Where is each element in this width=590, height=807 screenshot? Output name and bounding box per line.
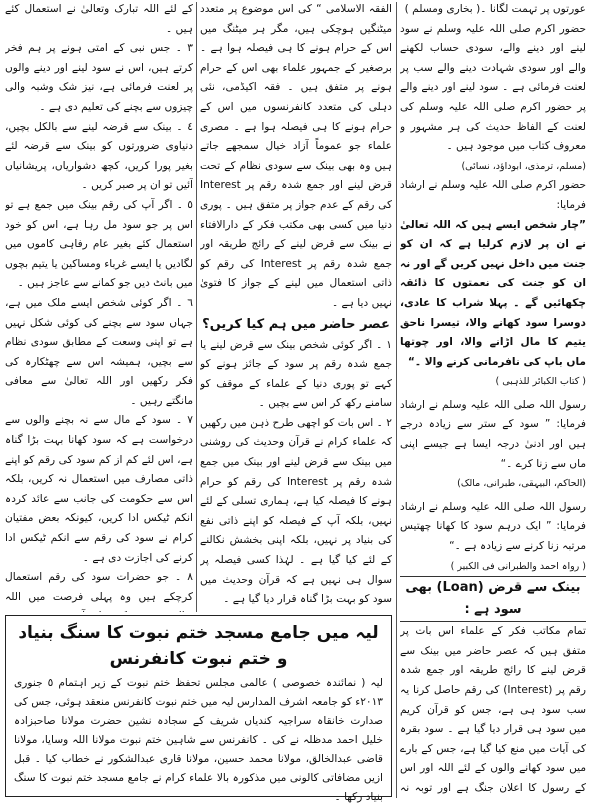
paragraph: ٢ ۔ اس بات کو اچھی طرح ذہن میں رکھیں کہ علماء کرام نے قرآن وحدیث کی روشنی میں بینک سے قرض لینے اور بینک میں جمع شدہ رقم پر Interest کی رقم کو حرام ہونے کا فیصلہ کیا ہے، ہماری تسلی کے لئے نہیں، بلکہ آپ کے فیصلہ کو اپنے ذاتی نفع کی بنیاد پر نہیں، بلکہ اپنی بخشش نکالنے کے لئے کیا گیا ہے ۔ لہٰذا کسی فیصلہ پر سوال ہی نہیں ہے کہ قرآن وحدیث میں سود کو بہت بڑا گناہ قرار دیا گیا ہے ۔ [200, 416, 392, 606]
section-heading: عصر حاضر میں ہم کیا کریں؟ [202, 316, 390, 332]
reference: (مسلم، ترمذی، ابوداؤد، نسائی) [461, 160, 586, 172]
middle-column [200, 0, 392, 612]
section-heading: بینک سے قرض (Loan) بھی سود ہے : [400, 576, 586, 622]
right-column [400, 0, 586, 800]
paragraph: ٤ ۔ بینک سے قرضہ لینے سے بالکل بچیں، دنیاوی ضرورتوں کو بینک سے قرضہ لئے بغیر پورا کریں، کچھ دشواریاں، پریشانیاں آئیں تو ان پر صبر کریں ۔ [5, 120, 193, 192]
paragraph: ٧ ۔ سود کے مال سے نہ بچنے والوں سے درخواست ہے کہ سود کھانا بہت بڑا گناہ ہے، اس لئے کم از کم سود کی رقم کو اپنے ذاتی مصارف میں استعمال نہ کریں، بلکہ اس سے حکومت کی جانب سے عائد کردہ انکم ٹیکس ادا کریں، کیونکہ بعض مفتیان کرام نے سود کی رقم سے انکم ٹیکس ادا کرنے کی اجازت دی ہے ۔ [5, 414, 193, 564]
paragraph: رسول اللہ صلی اللہ علیہ وسلم نے ارشاد فرمایا: ” ایک درہم سود کا کھانا چھتیس مرتبہ زنا کرنے سے زیادہ ہے ۔“ [400, 500, 586, 553]
news-title: لیہ میں جامع مسجد ختم نبوت کا سنگ بنیاد و ختم نبوت کانفرنس [18, 623, 379, 669]
paragraph: ١ ۔ اگر کوئی شخص بینک سے قرض لینے یا جمع شدہ رقم پر سود کے جائز ہونے کو کہے تو پوری دنیا کے علماء کے موقف کو سامنے رکھ کر اس سے بچیں ۔ [200, 338, 392, 410]
paragraph: رسول اللہ صلی اللہ علیہ وسلم نے ارشاد فرمایا: ” سود کے ستر سے زیادہ درجے ہیں اور ادنیٰ درجہ ایسا ہے جیسے اپنی ماں سے زنا کرے ۔“ [400, 398, 586, 470]
left-column [5, 0, 193, 612]
paragraph: حضور اکرم صلی اللہ علیہ وسلم نے ارشاد فرمایا: [400, 179, 586, 211]
reference: ( رواہ احمد والطبرانی فی الکبیر ) [450, 560, 586, 572]
reference: ( کتاب الکبائر للذہبی ) [495, 376, 586, 388]
news-box [5, 615, 392, 803]
paragraph: ٥ ۔ اگر آپ کی رقم بینک میں جمع ہے تو اس پر جو سود مل رہا ہے، اس کو خود استعمال کئے بغیر عام رفاہی کاموں میں لگادیں یا ایسے غرباء ومساکین یا یتیم بچوں میں بانٹ دیں جو کمانے سے عاجز ہیں ۔ [5, 198, 193, 290]
paragraph: ٣ ۔ جس نبی کے امتی ہونے پر ہم فخر کرتے ہیں، اس نے سود لینے اور دینے والوں پر لعنت فرمائی ہے، نیز شک وشبہ والی چیزوں سے بچنے کی تعلیم دی ہے ۔ [5, 42, 193, 113]
paragraph [200, 610, 392, 612]
paragraph: عورتوں پر تہمت لگانا ۔( بخاری ومسلم ) [404, 3, 586, 15]
paragraph: حضور اکرم صلی اللہ علیہ وسلم نے سود لینے اور دینے والے، سودی حساب لکھنے والے اور سودی شہادت دینے والے سب پر لعنت فرمائی ہے ۔ سود لینے اور دینے والے پر حضور اکرم صلی اللہ علیہ وسلم کی لعنت کے الفاظ حدیث کی ہر مشہور و معروف کتاب میں موجود ہیں ۔ [400, 22, 586, 153]
column-divider [396, 2, 397, 798]
column-divider [196, 2, 197, 612]
reference: (الحاکم، البیہقی، طبرانی، مالک) [457, 478, 586, 490]
paragraph: الفقہ الاسلامی “ کی اس موضوع پر متعدد میٹنگیں ہوچکی ہیں، مگر ہر میٹنگ میں اس کے حرام ہونے کا ہی فیصلہ ہوا ہے ۔ برصغیر کے جمہور علماء بھی اس کے حرام ہونے پر متفق ہیں ۔ فقہ اکیڈمی، نئی دہلی کی متعدد کانفرنسوں میں اس کے حرام ہونے کا ہی فیصلہ ہوا ہے ۔ مصری علماء جو عموماً آزاد خیال سمجھے جاتے ہیں وہ بھی بینک سے سودی نظام کے تحت قرض لینے اور جمع شدہ رقم پر Interest کی رقم کے عدم جواز پر متفق ہیں ۔ پوری دنیا میں کسی بھی مکتب فکر کے دارالافتاء نے بینک سے قرض لینے کے رائج طریقہ اور جمع شدہ رقم پر Interest کی رقم کو ذاتی استعمال میں لینے کے جواز کا فتویٰ نہیں دیا ہے ۔ [200, 3, 392, 309]
hadith-quote: ”چار شخص ایسے ہیں کہ اللہ تعالیٰ نے ان پر لازم کرلیا ہے کہ ان کو جنت میں داخل نہیں کریں گے اور نہ ان کو جنت کی نعمتوں کا ذائقہ چکھائیں گے ۔ پہلا شراب کا عادی، دوسرا سود کھانے والا، تیسرا ناحق یتیم کا مال اڑانے والا، اور چوتھا ماں باپ کی نافرمانی کرنے والا ۔“ [400, 218, 586, 368]
paragraph: ٨ ۔ جو حضرات سود کی رقم استعمال کرچکے ہیں وہ پہلی فرصت میں اللہ [5, 571, 193, 603]
news-body: لیہ ( نمائندہ خصوصی ) عالمی مجلس تحفظ ختم نبوت کے زیر اہتمام ٥ جنوری ٢٠١٣ء کو جامعہ اشرف المدارس لیہ میں ختم نبوت کانفرنس منعقد ہوئی، جس کی صدارت خانقاہ سراجیہ کندیاں شریف کے سجادہ نشین حضرت مولانا صاحبزادہ خلیل احمد مدظلہ نے کی ۔ کانفرنس سے شاہین ختم نبوت مولانا اللہ وسایا، مولانا قاضی عبدالخالق، مولانا محمد حسین، مولانا قاری عبدالشکور نے خطاب کیا ۔ قبل ازیں مضافاتی کالونی میں مذکورہ بالا علماء کرام نے جامع مسجد ختم نبوت کا سنگ بنیاد رکھا ۔ [14, 677, 384, 803]
paragraph: تمام مکاتب فکر کے علماء اس بات پر متفق ہیں کہ عصر حاضر میں بینک سے قرض لینے کا رائج طریقہ اور جمع شدہ رقم پر (Interest) کی رقم حاصل کرنا یہ سب سود ہی ہے، جس کو قرآن کریم میں سود ہی قرار دیا گیا ہے ۔ سود بقرہ کی آیات میں منع کیا گیا ہے، جس کے بارے میں سود کھانے والوں کے لئے اللہ اور اس کے رسول کا اعلان جنگ ہے اور توبہ نہ [400, 625, 586, 794]
paragraph: ٦ ۔ اگر کوئی شخص ایسے ملک میں ہے، جہاں سود سے بچنے کی کوئی شکل نہیں ہے تو اپنی وسعت کے مطابق سودی نظام سے بچیں، ہمیشہ اس سے چھٹکارہ کی فکر رکھیں اور اللہ تعالیٰ سے معافی مانگتے رہیں ۔ [5, 296, 193, 407]
paragraph: کے لئے اللہ تبارک وتعالیٰ نے استعمال کئے ہیں ۔ [5, 3, 193, 35]
